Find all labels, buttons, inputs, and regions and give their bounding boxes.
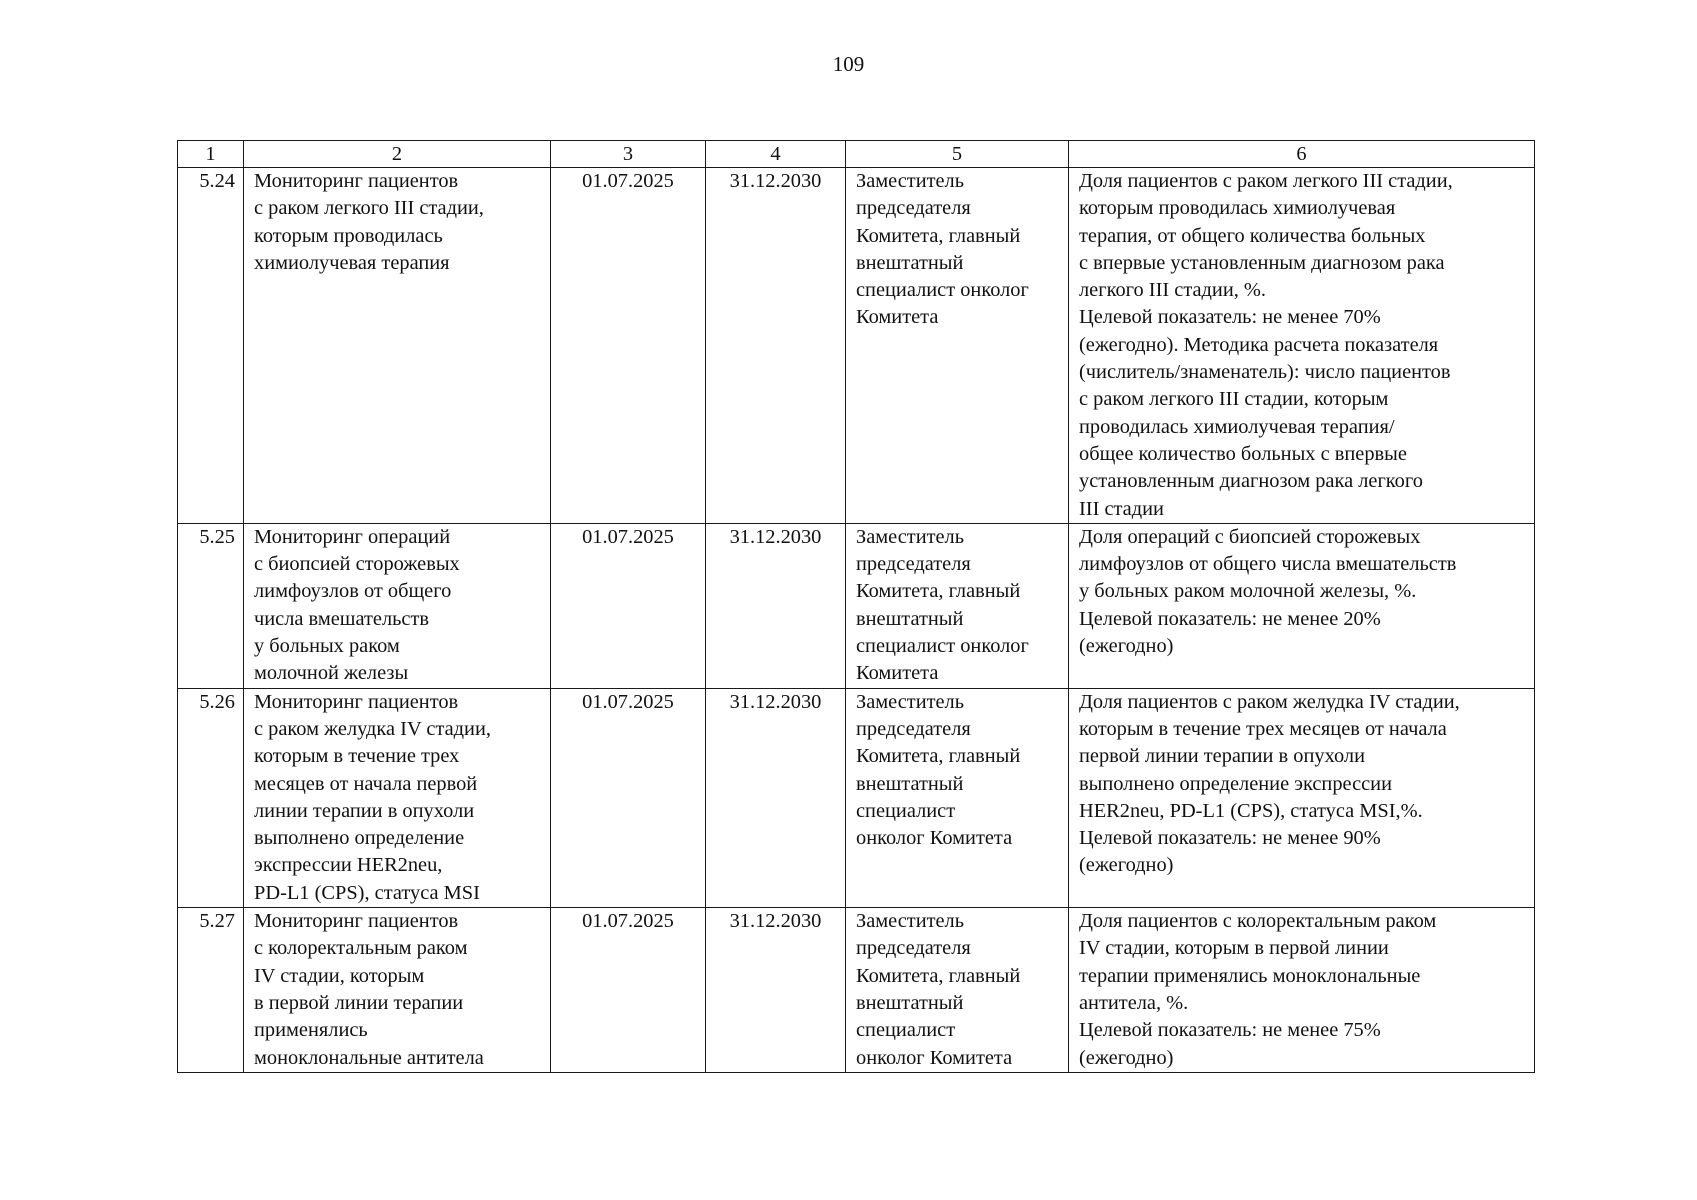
row-number: 5.27 [178, 908, 244, 1073]
start-date-cell: 01.07.2025 [551, 688, 706, 907]
end-date-cell: 31.12.2030 [706, 908, 846, 1073]
start-date-cell: 01.07.2025 [551, 523, 706, 688]
column-header: 2 [244, 141, 551, 168]
end-date-cell: 31.12.2030 [706, 523, 846, 688]
indicator-cell: Доля пациентов с раком легкого III стадии, которым проводилась химиолучевая терапия, от общего количества больных с впервые установленным диагнозом рака легкого III стадии, %. Целевой показатель: не менее 70% (ежегодно). Методика расчета показателя (числитель/знаменатель): число пациентов с раком легкого III стадии, которым проводилась химиолучевая терапия/ общее количество больных с впервые установленным диагнозом рака легкого III стадии [1069, 168, 1535, 524]
table-body [178, 168, 1535, 1073]
page-number: 109 [832, 52, 865, 76]
column-header: 3 [551, 141, 706, 168]
start-date-cell: 01.07.2025 [551, 168, 706, 524]
table-row [178, 908, 1535, 1073]
activity-cell: Мониторинг пациентов с раком желудка IV стадии, которым в течение трех месяцев от начала первой линии терапии в опухоли выполнено определение экспрессии HER2neu, PD-L1 (CPS), статуса MSI [244, 688, 551, 907]
indicator-cell: Доля пациентов с раком желудка IV стадии, которым в течение трех месяцев от начала первой линии терапии в опухоли выполнено определение экспрессии HER2neu, PD-L1 (CPS), статуса MSI,%. Целевой показатель: не менее 90% (ежегодно) [1069, 688, 1535, 907]
responsible-cell: Заместитель председателя Комитета, главный внештатный специалист онколог Комитета [846, 908, 1069, 1073]
end-date-cell: 31.12.2030 [706, 168, 846, 524]
responsible-cell: Заместитель председателя Комитета, главный внештатный специалист онколог Комитета [846, 523, 1069, 688]
table-row [178, 523, 1535, 688]
row-number: 5.26 [178, 688, 244, 907]
table-header [178, 141, 1535, 168]
column-header: 5 [846, 141, 1069, 168]
column-header: 1 [178, 141, 244, 168]
indicator-cell: Доля пациентов с колоректальным раком IV стадии, которым в первой линии терапии применялись моноклональные антитела, %. Целевой показатель: не менее 75% (ежегодно) [1069, 908, 1535, 1073]
responsible-cell: Заместитель председателя Комитета, главный внештатный специалист онколог Комитета [846, 688, 1069, 907]
start-date-cell: 01.07.2025 [551, 908, 706, 1073]
responsible-cell: Заместитель председателя Комитета, главный внештатный специалист онколог Комитета [846, 168, 1069, 524]
table-row [178, 168, 1535, 524]
activity-cell: Мониторинг пациентов с колоректальным раком IV стадии, которым в первой линии терапии применялись моноклональные антитела [244, 908, 551, 1073]
column-header: 6 [1069, 141, 1535, 168]
column-header: 4 [706, 141, 846, 168]
activity-cell: Мониторинг операций с биопсией сторожевых лимфоузлов от общего числа вмешательств у больных раком молочной железы [244, 523, 551, 688]
activity-cell: Мониторинг пациентов с раком легкого III стадии, которым проводилась химиолучевая терапия [244, 168, 551, 524]
row-number: 5.24 [178, 168, 244, 524]
header-row [178, 141, 1535, 168]
indicator-cell: Доля операций с биопсией сторожевых лимфоузлов от общего числа вмешательств у больных раком молочной железы, %. Целевой показатель: не менее 20% (ежегодно) [1069, 523, 1535, 688]
measures-table [177, 140, 1535, 1073]
row-number: 5.25 [178, 523, 244, 688]
end-date-cell: 31.12.2030 [706, 688, 846, 907]
table-row [178, 688, 1535, 907]
